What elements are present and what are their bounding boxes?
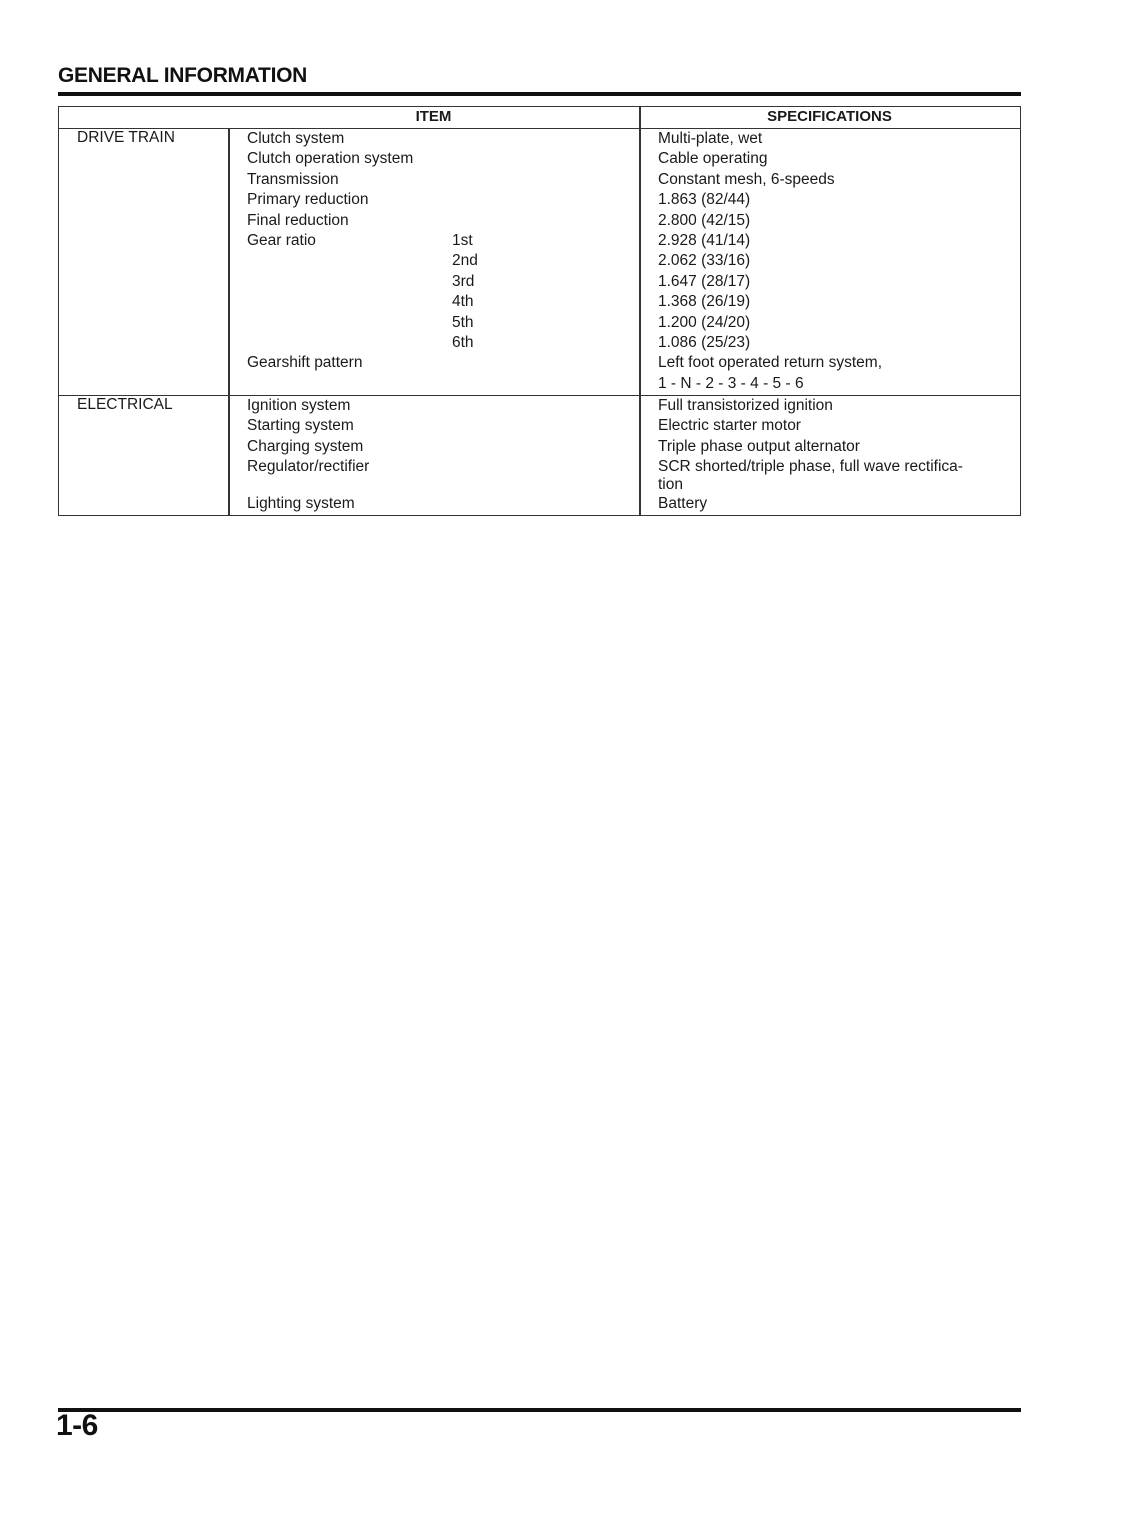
spec-cell: Battery (658, 495, 708, 513)
table-row (59, 416, 1020, 436)
spec-cell: Cable operating (658, 150, 768, 168)
specifications-table (58, 106, 1021, 516)
table-row (59, 475, 1020, 495)
item-cell: Primary reduction (247, 191, 369, 209)
spec-cell: Full transistorized ignition (658, 397, 833, 414)
spec-cell: Triple phase output alternator (658, 437, 860, 455)
table-row (59, 170, 1020, 190)
spec-cell: 1 - N - 2 - 3 - 4 - 5 - 6 (658, 374, 804, 392)
table-row (59, 251, 1020, 271)
section-drive-train (59, 129, 1020, 396)
table-row (59, 333, 1020, 353)
spec-cell: 2.800 (42/15) (658, 211, 751, 229)
footer-rule (58, 1408, 1021, 1412)
item-cell: Lighting system (247, 495, 355, 513)
title-rule (58, 92, 1021, 96)
category-label: ELECTRICAL (77, 396, 173, 413)
item-cell: Transmission (247, 170, 339, 188)
spec-cell: Left foot operated return system, (658, 354, 883, 372)
page-title: GENERAL INFORMATION (58, 64, 308, 87)
spec-cell: 1.200 (24/20) (658, 313, 751, 331)
spec-cell: 1.863 (82/44) (658, 191, 751, 209)
item-cell: Ignition system (247, 397, 351, 414)
table-row (59, 149, 1020, 169)
spec-cell: tion (658, 476, 683, 494)
page-number: 1-6 (56, 1409, 98, 1442)
category-label: DRIVE TRAIN (77, 129, 175, 146)
header-specifications: SPECIFICATIONS (767, 108, 892, 125)
item-cell: Regulator/rectifier (247, 458, 370, 476)
table-row (59, 374, 1020, 394)
spec-cell: Electric starter motor (658, 417, 801, 435)
header-item: ITEM (415, 108, 452, 125)
spec-cell: SCR shorted/triple phase, full wave rectifica- (658, 458, 963, 476)
item-cell: Gearshift pattern (247, 354, 363, 372)
table-header (59, 107, 1020, 129)
section-electrical (59, 396, 1020, 515)
table-row (59, 231, 1020, 251)
item-cell: Starting system (247, 417, 354, 435)
sub-item-cell: 6th (452, 334, 474, 351)
spec-cell: 2.928 (41/14) (658, 232, 751, 249)
sub-item-cell: 4th (452, 293, 474, 311)
table-row (59, 190, 1020, 210)
table-row (59, 494, 1020, 514)
spec-cell: 2.062 (33/16) (658, 252, 751, 270)
spec-cell: 1.368 (26/19) (658, 293, 751, 311)
item-cell: Gear ratio (247, 232, 316, 249)
table-row (59, 292, 1020, 312)
sub-item-cell: 3rd (452, 272, 475, 290)
spec-cell: Constant mesh, 6-speeds (658, 170, 835, 188)
sub-item-cell: 5th (452, 313, 474, 331)
spec-cell: Multi-plate, wet (658, 130, 763, 147)
table-row (59, 272, 1020, 292)
table-row (59, 129, 1020, 149)
spec-cell: 1.086 (25/23) (658, 334, 751, 351)
item-cell: Charging system (247, 437, 364, 455)
table-row (59, 437, 1020, 457)
sub-item-cell: 2nd (452, 252, 478, 270)
table-row (59, 313, 1020, 333)
sub-item-cell: 1st (452, 232, 473, 249)
table-row (59, 353, 1020, 373)
item-cell: Clutch system (247, 130, 345, 147)
table-row (59, 211, 1020, 231)
item-cell: Final reduction (247, 211, 349, 229)
table-row (59, 396, 1020, 416)
spec-cell: 1.647 (28/17) (658, 272, 751, 290)
item-cell: Clutch operation system (247, 150, 414, 168)
